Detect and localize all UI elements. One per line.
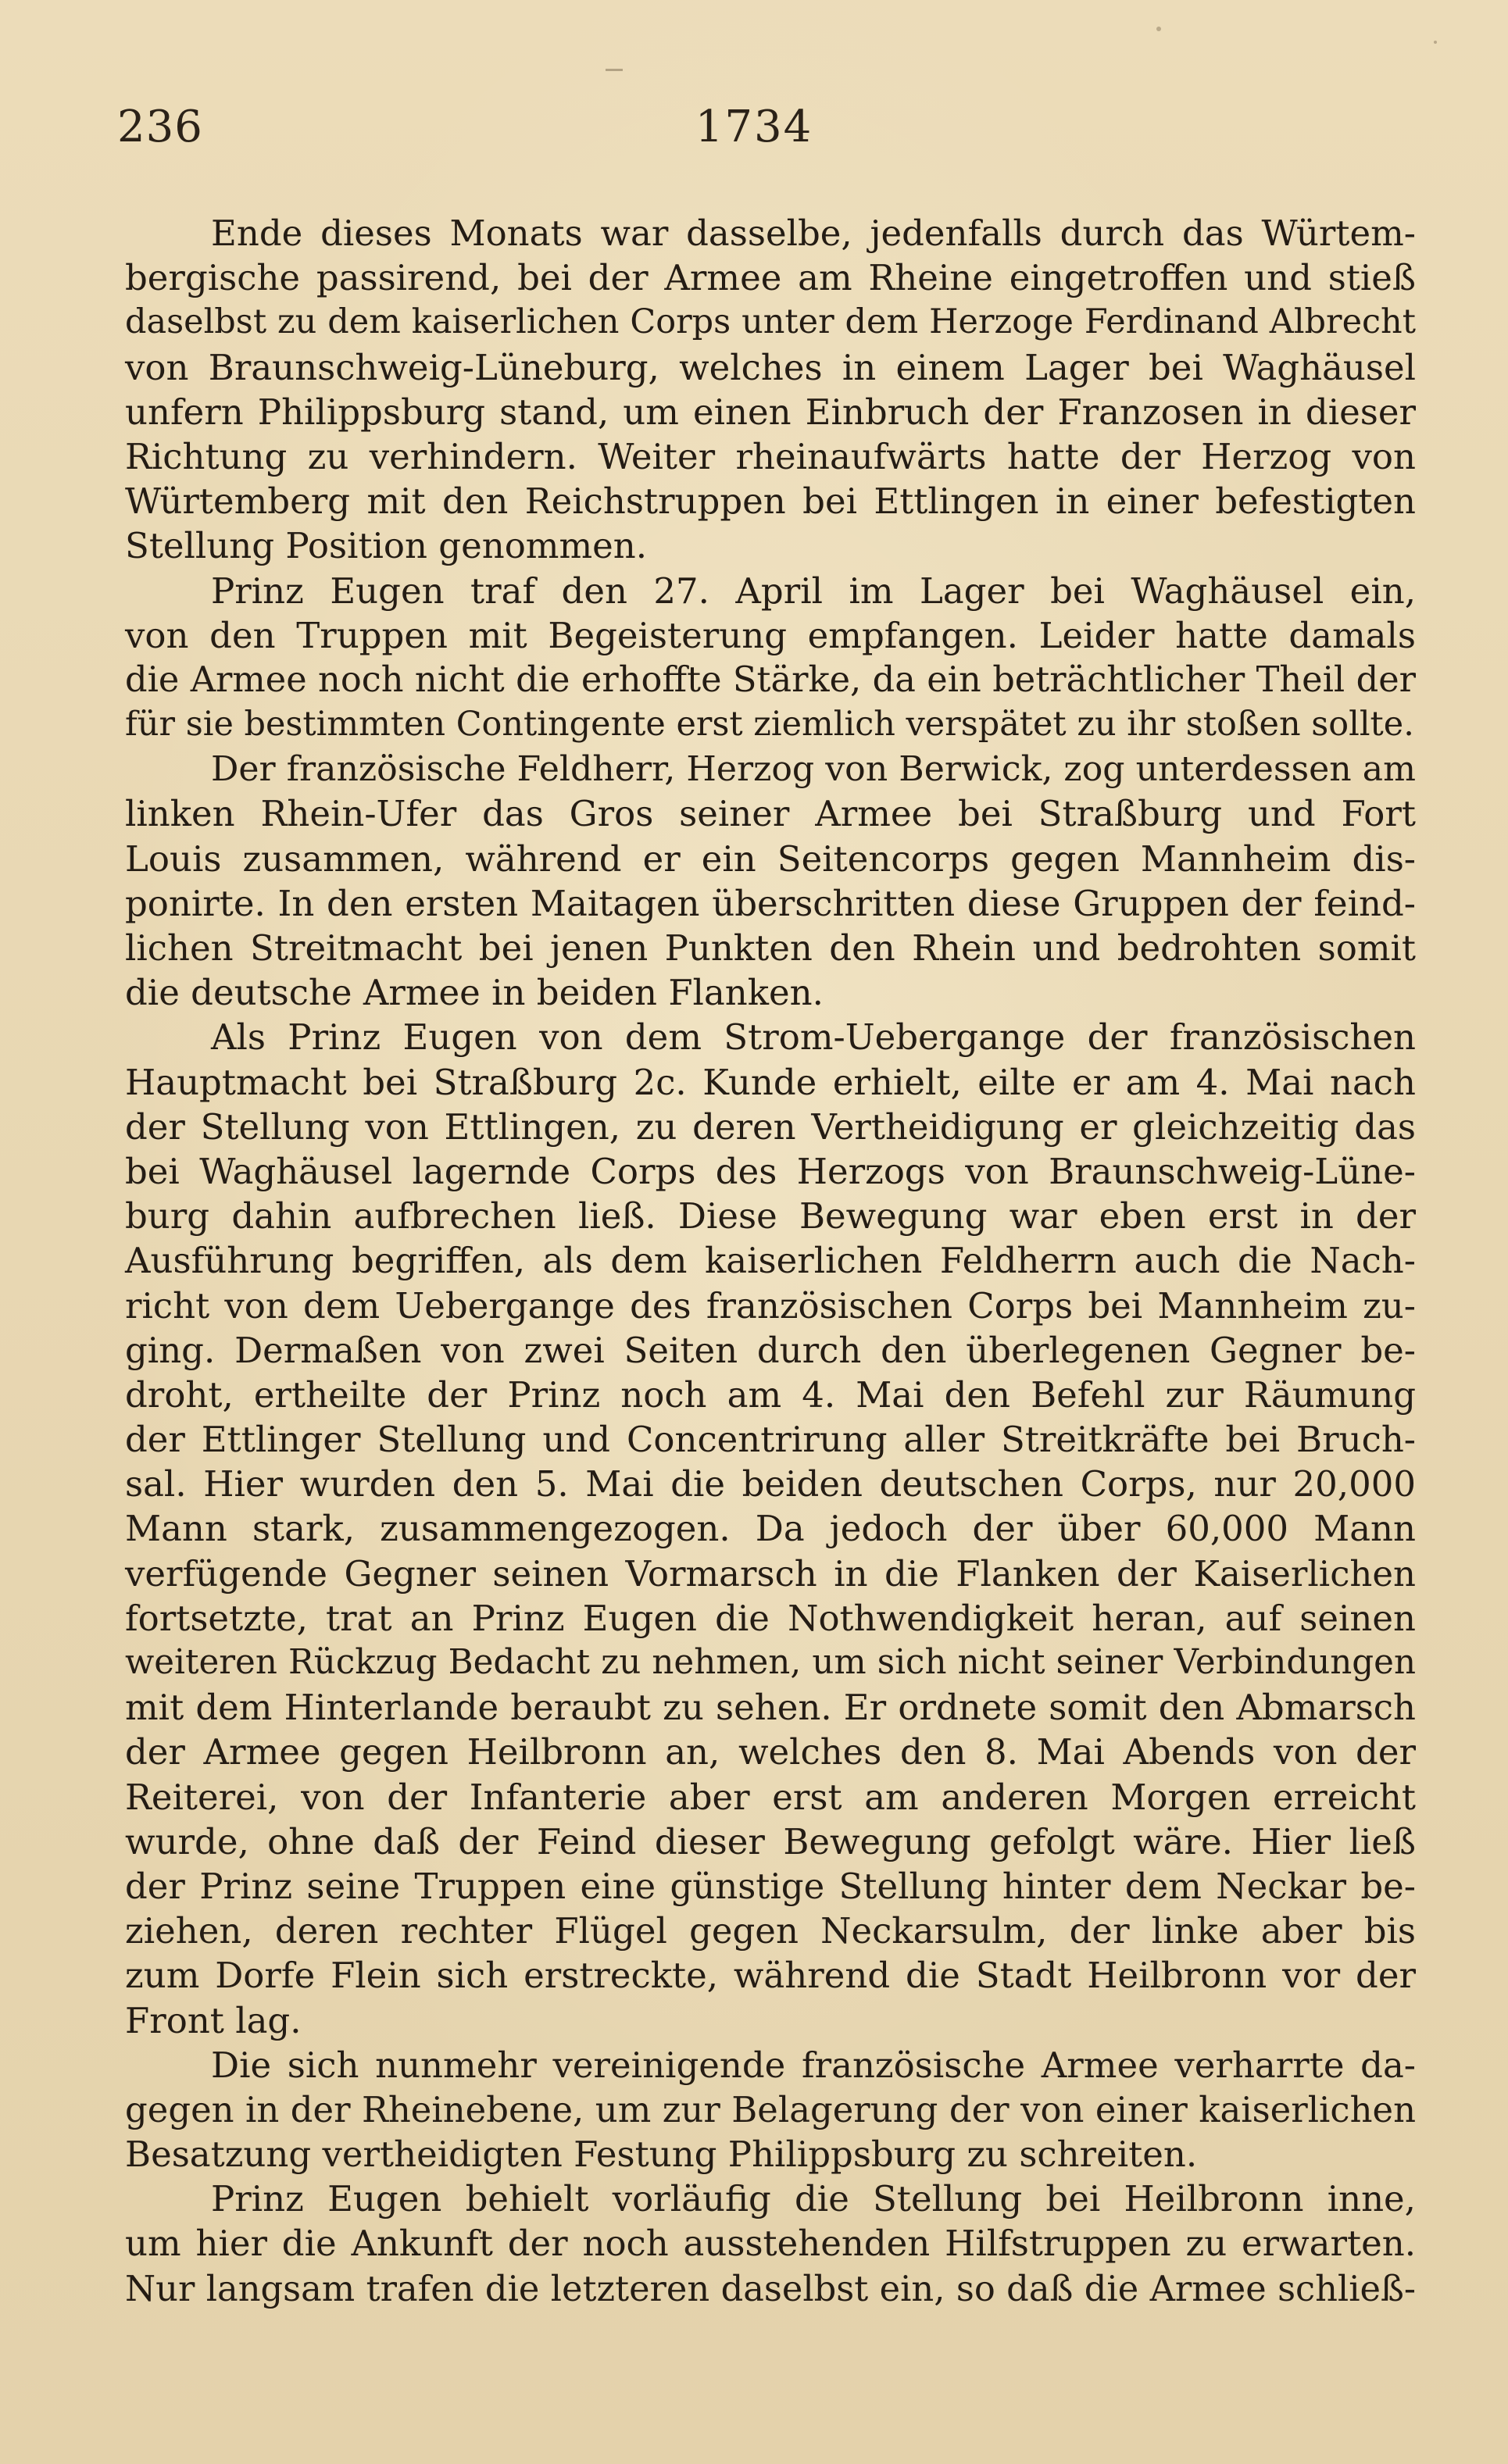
text-line: bei Waghäusel lagernde Corps des Herzogs von Braunschweig-Lüne- [125,1150,1416,1192]
paper-speck [1434,41,1437,44]
paragraph [125,2043,1416,2177]
paragraph [125,1015,1416,2042]
paper-speck [1156,27,1161,31]
text-line: der Ettlinger Stellung und Concentrirung aller Streitkräfte bei Bruch- [125,1419,1416,1461]
text-line: der Stellung von Ettlingen, zu deren Vertheidigung er gleichzeitig das [125,1105,1416,1148]
text-line: bergische passirend, bei der Armee am Rheine eingetroffen und stieß [125,257,1416,299]
text-line: droht, ertheilte der Prinz noch am 4. Mai den Befehl zur Räumung [125,1373,1416,1416]
text-line: mit dem Hinterlande beraubt zu sehen. Er ordnete somit den Abmarsch [125,1687,1416,1729]
text-line: die Armee noch nicht die erhoffte Stärke, da ein beträchtlicher Theil der [125,659,1416,700]
text-line: linken Rhein-Ufer das Gros seiner Armee bei Straßburg und Fort [125,793,1416,835]
text-line: ziehen, deren rechter Flügel gegen Neckarsulm, der linke aber bis [125,1910,1416,1952]
text-line: gegen in der Rheinebene, um zur Belagerung der von einer kaiserlichen [125,2088,1416,2130]
text-line: für sie bestimmten Contingente erst ziemlich verspätet zu ihr stoßen sollte. [125,705,1414,745]
text-line: Als Prinz Eugen von dem Strom-Uebergange der französischen [211,1016,1416,1059]
text-line: Würtemberg mit den Reichstruppen bei Ettlingen in einer befestigten [125,480,1416,523]
paragraph [125,569,1416,748]
text-line: Die sich nunmehr vereinigende französische Armee verharrte da- [211,2044,1416,2086]
text-line: sal. Hier wurden den 5. Mai die beiden deutschen Corps, nur 20,000 [125,1463,1416,1505]
text-line: Nur langsam trafen die letzteren daselbst ein, so daß die Armee schließ- [125,2267,1416,2309]
text-line: der Armee gegen Heilbronn an, welches den 8. Mai Abends von der [125,1731,1416,1773]
text-line: ging. Dermaßen von zwei Seiten durch den überlegenen Gegner be- [125,1329,1416,1371]
body-text [125,211,1416,2311]
text-line: Mann stark, zusammengezogen. Da jedoch der über 60,000 Mann [125,1508,1416,1550]
text-line: Der französische Feldherr, Herzog von Berwick, zog unterdessen am [211,749,1416,790]
paragraph [125,2177,1416,2311]
text-line: von Braunschweig-Lüneburg, welches in einem Lager bei Waghäusel [125,346,1416,388]
text-line: um hier die Ankunft der noch ausstehenden Hilfstruppen zu erwarten. [125,2223,1416,2265]
text-line: Besatzung vertheidigten Festung Philippsburg zu schreiten. [125,2134,1198,2176]
text-line: lichen Streitmacht bei jenen Punkten den Rhein und bedrohten somit [125,927,1416,969]
text-line: wurde, ohne daß der Feind dieser Bewegung gefolgt wäre. Hier ließ [125,1820,1416,1862]
text-line: ponirte. In den ersten Maitagen überschritten diese Gruppen der feind- [125,882,1416,924]
text-line: unfern Philippsburg stand, um einen Einbruch der Franzosen in dieser [125,391,1416,433]
text-line: die deutsche Armee in beiden Flanken. [125,972,824,1014]
text-line: der Prinz seine Truppen eine günstige Stellung hinter dem Neckar be- [125,1865,1416,1907]
page-number: 236 [117,102,203,152]
text-line: Louis zusammen, während er ein Seitencorps gegen Mannheim dis- [125,837,1416,880]
text-line: verfügende Gegner seinen Vormarsch in die Flanken der Kaiserlichen [125,1552,1416,1594]
text-line: zum Dorfe Flein sich erstreckte, während die Stadt Heilbronn vor der [125,1955,1416,1997]
print-mark [606,69,623,71]
text-line: Prinz Eugen behielt vorläufig die Stellung bei Heilbronn inne, [211,2178,1416,2220]
text-line: Hauptmacht bei Straßburg 2c. Kunde erhielt, eilte er am 4. Mai nach [125,1061,1416,1103]
paragraph [125,747,1416,1015]
text-line: Ende dieses Monats war dasselbe, jedenfalls durch das Würtem- [211,212,1416,254]
text-line: weiteren Rückzug Bedacht zu nehmen, um sich nicht seiner Verbindungen [125,1643,1416,1682]
text-line: fortsetzte, trat an Prinz Eugen die Nothwendigkeit heran, auf seinen [125,1597,1416,1639]
running-head-year: 1734 [695,102,813,152]
text-line: Front lag. [125,1999,302,2041]
text-line: burg dahin aufbrechen ließ. Diese Bewegung war eben erst in der [125,1195,1416,1237]
text-line: richt von dem Uebergange des französischen Corps bei Mannheim zu- [125,1284,1416,1327]
text-line: Ausführung begriffen, als dem kaiserlichen Feldherrn auch die Nach- [125,1240,1416,1282]
text-line: Prinz Eugen traf den 27. April im Lager bei Waghäusel ein, [211,570,1416,612]
text-line: Stellung Position genommen. [125,525,648,567]
text-line: Reiterei, von der Infanterie aber erst am anderen Morgen erreicht [125,1776,1416,1818]
text-line: daselbst zu dem kaiserlichen Corps unter dem Herzoge Ferdinand Albrecht [125,302,1416,342]
text-line: von den Truppen mit Begeisterung empfangen. Leider hatte damals [125,614,1416,656]
paragraph [125,211,1416,569]
text-line: Richtung zu verhindern. Weiter rheinaufwärts hatte der Herzog von [125,435,1416,477]
